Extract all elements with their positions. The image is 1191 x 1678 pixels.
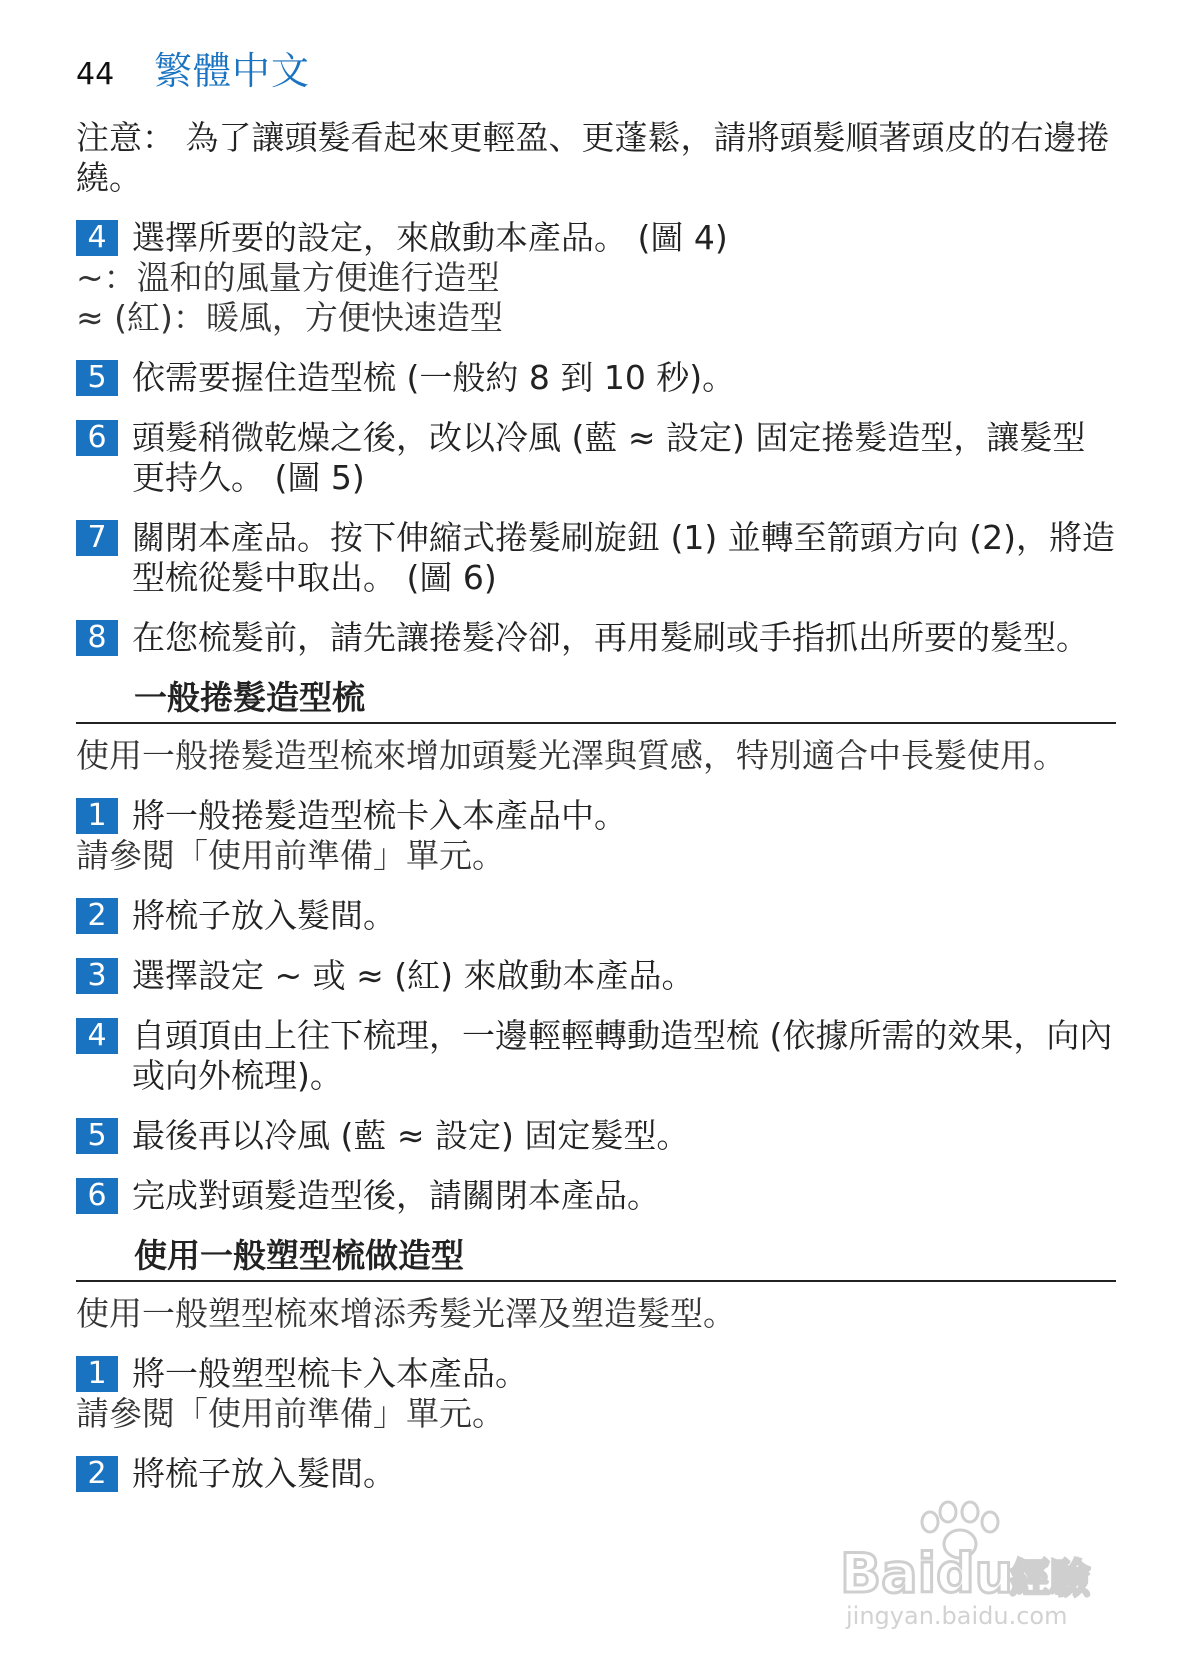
step-text: 選擇設定 ~ 或 ≈ (紅) 來啟動本產品。 <box>132 956 695 995</box>
step-text: 頭髮稍微乾燥之後，改以冷風 (藍 ≈ 設定) 固定捲髮造型，讓髮型更持久。 (圖 5) <box>132 418 1086 497</box>
step-number-badge: 2 <box>76 898 118 934</box>
step-number-badge: 8 <box>76 620 118 656</box>
step-number-badge: 3 <box>76 958 118 994</box>
step-text: 將一般捲髮造型梳卡入本產品中。 <box>132 796 627 835</box>
svg-text:du: du <box>936 1542 1014 1605</box>
step-text: 在您梳髮前，請先讓捲髮冷卻，再用髮刷或手指抓出所要的髮型。 <box>132 618 1089 657</box>
step-number-badge: 2 <box>76 1456 118 1492</box>
step-item <box>76 1116 1116 1156</box>
step-subnote: 請參閱「使用前準備」單元。 <box>76 1394 505 1433</box>
steps-list-b <box>76 796 1116 1216</box>
step-item <box>76 956 1116 996</box>
steps-list-a <box>76 218 1116 658</box>
section-intro-curling-brush: 使用一般捲髮造型梳來增加頭髮光澤與質感，特別適合中長髮使用。 <box>76 736 1066 775</box>
step-number-badge: 4 <box>76 1018 118 1054</box>
step-text: 將梳子放入髮間。 <box>132 896 396 935</box>
svg-text:jingyan.baidu.com: jingyan.baidu.com <box>846 1602 1068 1630</box>
note-paragraph: 注意： 為了讓頭髮看起來更輕盈、更蓬鬆，請將頭髮順著頭皮的右邊捲繞。 <box>76 118 1110 197</box>
step-number-badge: 7 <box>76 520 118 556</box>
step-text: 最後再以冷風 (藍 ≈ 設定) 固定髮型。 <box>132 1116 690 1155</box>
page-number: 44 <box>76 57 115 92</box>
step-number-badge: 6 <box>76 1178 118 1214</box>
step-subnote: ≈ (紅)：暖風，方便快速造型 <box>76 298 503 337</box>
step-number-badge: 4 <box>76 220 118 256</box>
step-item <box>76 518 1116 598</box>
step-item <box>76 618 1116 658</box>
step-item <box>76 358 1116 398</box>
step-item <box>76 418 1116 498</box>
step-text: 將梳子放入髮間。 <box>132 1454 396 1493</box>
step-text: 完成對頭髮造型後，請關閉本產品。 <box>132 1176 660 1215</box>
baidu-watermark <box>838 1500 1108 1634</box>
step-item <box>76 218 1116 258</box>
step-item <box>76 796 1116 836</box>
step-number-badge: 5 <box>76 1118 118 1154</box>
step-item <box>76 1354 1116 1394</box>
section-title-styling-brush: 使用一般塑型梳做造型 <box>76 1236 1116 1282</box>
document-page <box>76 40 1116 1494</box>
step-text: 關閉本產品。按下伸縮式捲髮刷旋鈕 (1) 並轉至箭頭方向 (2)，將造型梳從髮中取出。 (圖 6) <box>132 518 1115 597</box>
step-item <box>76 1016 1116 1096</box>
step-item <box>76 1454 1116 1494</box>
step-subnote: 請參閱「使用前準備」單元。 <box>76 836 505 875</box>
section-intro-styling-brush: 使用一般塑型梳來增添秀髮光澤及塑造髮型。 <box>76 1294 736 1333</box>
step-item <box>76 896 1116 936</box>
steps-list-c <box>76 1354 1116 1494</box>
svg-text:經驗: 經驗 <box>1010 1556 1090 1602</box>
step-text: 自頭頂由上往下梳理，一邊輕輕轉動造型梳 (依據所需的效果，向內或向外梳理)。 <box>132 1016 1113 1095</box>
step-subnote: ~：溫和的風量方便進行造型 <box>76 258 500 297</box>
step-text: 選擇所要的設定，來啟動本產品。 (圖 4) <box>132 218 728 257</box>
language-title: 繁體中文 <box>154 49 311 93</box>
step-number-badge: 1 <box>76 1356 118 1392</box>
step-text: 依需要握住造型梳 (一般約 8 到 10 秒)。 <box>132 358 736 397</box>
step-text: 將一般塑型梳卡入本產品。 <box>132 1354 528 1393</box>
step-number-badge: 5 <box>76 360 118 396</box>
svg-text:Bai: Bai <box>840 1542 937 1605</box>
step-number-badge: 1 <box>76 798 118 834</box>
page-header <box>76 40 1116 96</box>
section-title-curling-brush: 一般捲髮造型梳 <box>76 678 1116 724</box>
step-item <box>76 1176 1116 1216</box>
baidu-paw-logo-icon <box>838 1500 1108 1630</box>
step-number-badge: 6 <box>76 420 118 456</box>
